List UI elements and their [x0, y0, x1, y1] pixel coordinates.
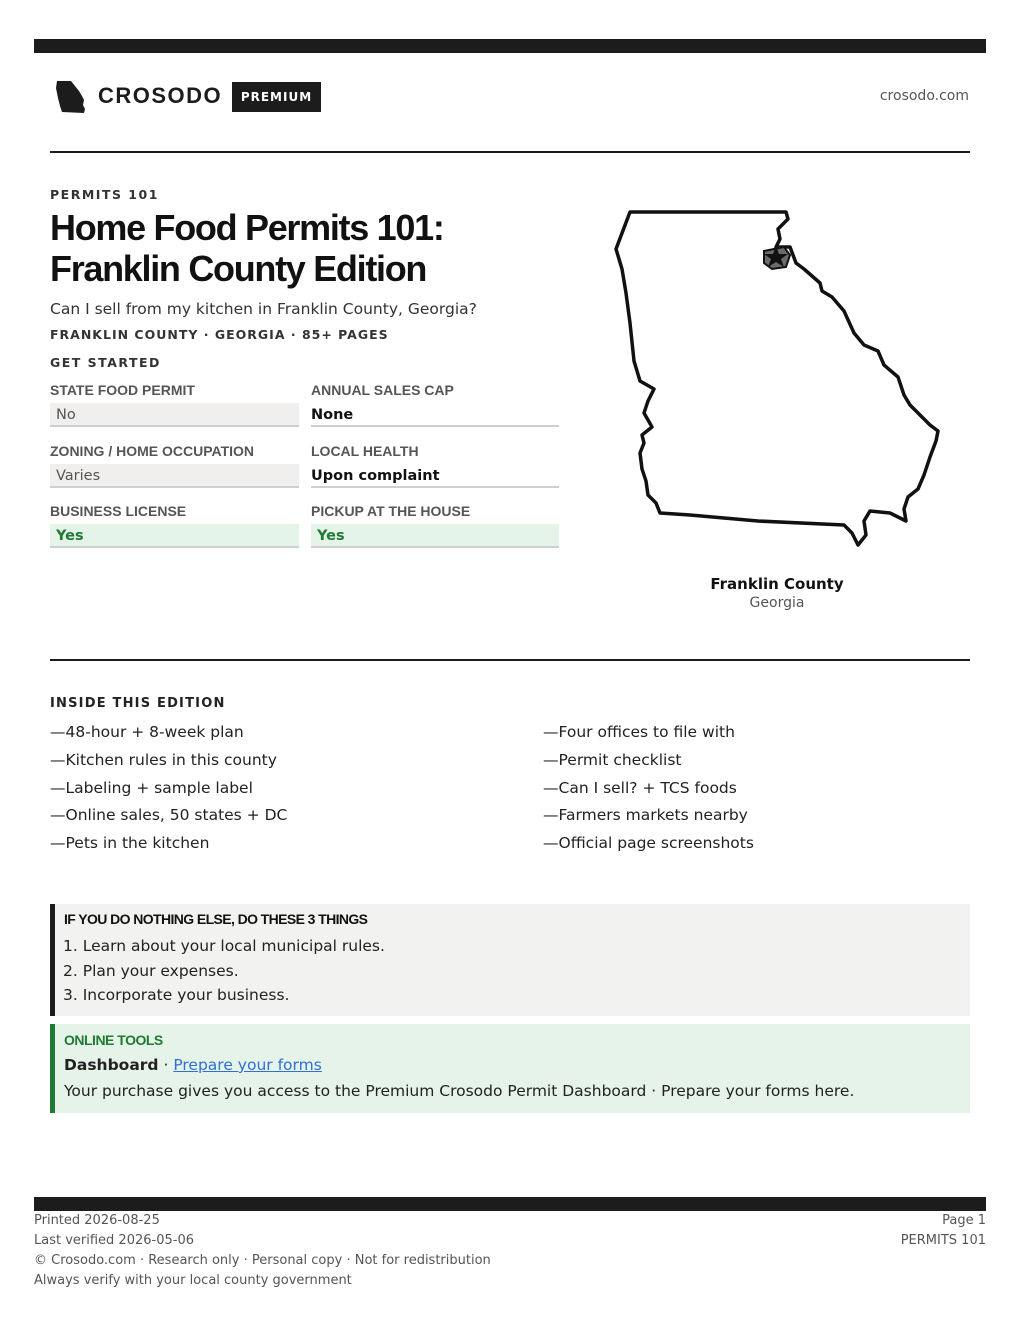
tools-heading: ONLINE TOOLS — [64, 1032, 163, 1048]
page-number: Page 1 — [942, 1213, 986, 1228]
separator: · — [158, 1056, 174, 1074]
dashboard-label: Dashboard — [64, 1056, 159, 1074]
list-item: —Permit checklist — [543, 750, 682, 769]
verify-note: Always verify with your local county government — [34, 1273, 352, 1288]
footer-section: PERMITS 101 — [900, 1233, 986, 1248]
eyebrow: PERMITS 101 — [50, 187, 159, 202]
field-value: Varies — [50, 464, 299, 488]
franklin-county-marker — [764, 246, 790, 269]
steps-list — [63, 934, 385, 1008]
page-subtitle: Can I sell from my kitchen in Franklin County, Georgia? — [50, 300, 477, 318]
field-label: BUSINESS LICENSE — [50, 503, 187, 519]
field-pickup — [311, 503, 559, 548]
list-item: —48-hour + 8-week plan — [50, 723, 244, 741]
inside-list-right — [543, 719, 970, 858]
list-item: —Labeling + sample label — [50, 778, 253, 797]
georgia-map — [608, 205, 948, 555]
tools-description: Your purchase gives you access to the Premium Crosodo Permit Dashboard · Prepare your forms here. — [64, 1082, 855, 1100]
field-annual-sales-cap — [311, 382, 559, 427]
field-state-food-permit — [50, 382, 299, 427]
field-label: PICKUP AT THE HOUSE — [311, 503, 471, 519]
page-title: Home Food Permits 101: Franklin County Edition — [50, 207, 444, 289]
field-label: STATE FOOD PERMIT — [50, 382, 195, 398]
three-things-callout — [50, 904, 970, 1016]
callout-heading: IF YOU DO NOTHING ELSE, DO THESE 3 THINGS — [64, 911, 368, 927]
field-label: LOCAL HEALTH — [311, 443, 419, 459]
map-caption — [700, 575, 854, 611]
field-value: None — [311, 403, 559, 427]
list-item: —Four offices to file with — [543, 723, 735, 741]
header-divider — [50, 151, 970, 153]
georgia-logo-icon — [54, 80, 86, 114]
printed-date: Printed 2026-08-25 — [34, 1213, 160, 1228]
field-value: Yes — [50, 524, 299, 548]
section-divider — [50, 659, 970, 661]
premium-badge: PREMIUM — [232, 82, 321, 112]
inside-list-left — [50, 719, 510, 858]
field-zoning — [50, 443, 299, 488]
footer-left — [34, 1211, 491, 1291]
field-label: ANNUAL SALES CAP — [311, 382, 454, 398]
brand-name: CROSODO — [98, 83, 223, 108]
step-item: 3. Incorporate your business. — [63, 986, 290, 1004]
online-tools-callout — [50, 1024, 970, 1113]
field-value: Yes — [311, 524, 559, 548]
list-item: —Online sales, 50 states + DC — [50, 806, 288, 825]
list-item: —Can I sell? + TCS foods — [543, 778, 737, 797]
edition-meta: FRANKLIN COUNTY · GEORGIA · 85+ PAGES — [50, 327, 389, 342]
field-value: No — [50, 403, 299, 427]
field-value: Upon complaint — [311, 464, 559, 488]
get-started-label: GET STARTED — [50, 355, 161, 370]
list-item: —Official page screenshots — [543, 834, 754, 853]
map-state-name: Georgia — [749, 595, 805, 611]
prepare-forms-link[interactable]: Prepare your forms — [173, 1056, 322, 1074]
step-item: 2. Plan your expenses. — [63, 961, 239, 980]
list-item: —Kitchen rules in this county — [50, 750, 277, 769]
copyright: © Crosodo.com · Research only · Personal copy · Not for redistribution — [34, 1253, 491, 1268]
top-bar — [34, 39, 986, 53]
footer-bar — [34, 1197, 986, 1211]
field-label: ZONING / HOME OCCUPATION — [50, 443, 255, 459]
list-item: —Farmers markets nearby — [543, 806, 748, 825]
site-url[interactable]: crosodo.com — [879, 88, 969, 104]
field-business-license — [50, 503, 299, 548]
map-county-name: Franklin County — [710, 575, 844, 593]
inside-label: INSIDE THIS EDITION — [50, 696, 226, 711]
footer-right — [901, 1211, 986, 1251]
step-item: 1. Learn about your local municipal rules. — [63, 937, 385, 955]
verified-date: Last verified 2026-05-06 — [34, 1233, 194, 1248]
list-item: —Pets in the kitchen — [50, 834, 210, 853]
tools-links-row — [64, 1056, 322, 1074]
field-local-health — [311, 443, 559, 488]
